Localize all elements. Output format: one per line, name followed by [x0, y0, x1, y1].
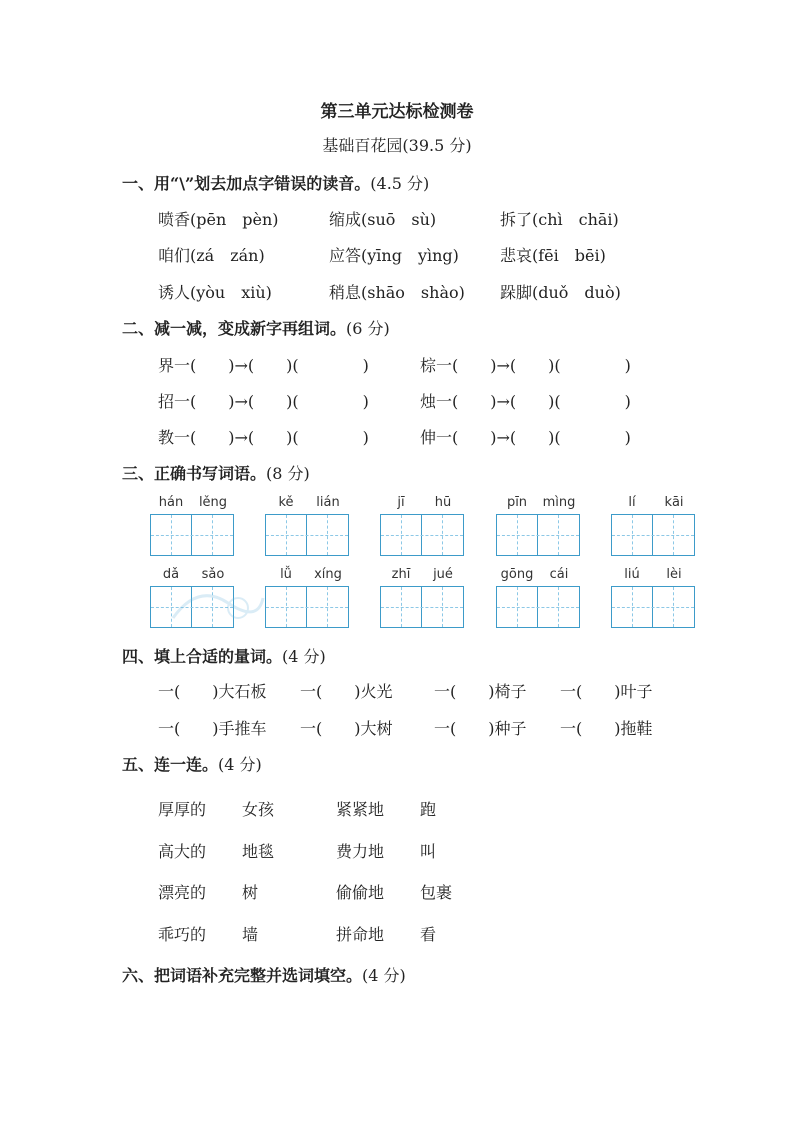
pinyin-label: mìng [542, 495, 576, 510]
writing-box[interactable] [265, 514, 349, 556]
pinyin-label: gōng [500, 567, 534, 582]
pronunciation-item: 悲哀(fēi bēi) [500, 246, 606, 265]
match-right-word: 偷偷地 [336, 883, 385, 902]
pinyin-label: lèi [666, 567, 682, 582]
match-left-target: 地毯 [242, 842, 275, 861]
pinyin-label: liú [624, 567, 640, 582]
pronunciation-item: 咱们(zá zán) [158, 246, 265, 265]
section-1-title: 一、用“\”划去加点字错误的读音。 [122, 174, 371, 193]
guide-line [381, 607, 463, 608]
section-1-heading [122, 171, 429, 194]
match-left-target: 女孩 [242, 800, 275, 819]
writing-box[interactable] [150, 514, 234, 556]
section-5-title: 五、连一连。 [122, 755, 219, 774]
match-right-word: 拼命地 [336, 925, 385, 944]
pronunciation-item: 喷香(pēn pèn) [158, 210, 279, 229]
section-2-heading [122, 316, 390, 339]
page-title: 第三单元达标检测卷 [320, 102, 474, 122]
pinyin-label: xíng [314, 567, 342, 582]
match-right-target: 叫 [420, 842, 437, 861]
page-subtitle: 基础百花园(39.5 分) [322, 136, 472, 155]
section-5-heading [122, 752, 262, 775]
match-right-word: 费力地 [336, 842, 385, 861]
match-right-target: 看 [420, 925, 437, 944]
section-4-title: 四、填上合适的量词。 [122, 647, 283, 666]
match-left-target: 墙 [242, 925, 259, 944]
pinyin-label: kě [278, 495, 294, 510]
guide-line [612, 535, 694, 536]
pinyin-label: hán [158, 495, 184, 510]
match-left-target: 树 [242, 883, 259, 902]
pinyin-label: dǎ [162, 567, 180, 582]
subtract-item: 教一( )→( )( ) [158, 428, 369, 447]
guide-line [612, 607, 694, 608]
pinyin-label: lí [628, 495, 636, 510]
pinyin-label: kāi [664, 495, 684, 510]
match-left-word: 乖巧的 [158, 925, 207, 944]
measure-word-item: 一( )种子 [434, 719, 527, 738]
pinyin-label: lǚ [280, 567, 292, 582]
match-left-word: 厚厚的 [158, 800, 207, 819]
pronunciation-item: 应答(yīng yìng) [329, 246, 459, 265]
section-6-title: 六、把词语补充完整并选词填空。 [122, 966, 363, 985]
pinyin-label: sǎo [201, 567, 225, 582]
section-5-points: (4 分) [218, 755, 262, 774]
guide-line [497, 607, 579, 608]
measure-word-item: 一( )手推车 [158, 719, 267, 738]
subtract-item: 烛一( )→( )( ) [420, 392, 631, 411]
subtract-item: 棕一( )→( )( ) [420, 356, 631, 375]
pinyin-label: cái [549, 567, 569, 582]
writing-box[interactable] [380, 514, 464, 556]
subtract-item: 伸一( )→( )( ) [420, 428, 631, 447]
section-2-title: 二、减一减，变成新字再组词。 [122, 319, 347, 338]
guide-line [381, 535, 463, 536]
writing-box[interactable] [611, 586, 695, 628]
pinyin-label: pīn [506, 495, 528, 510]
writing-box[interactable] [380, 586, 464, 628]
pinyin-label: lián [316, 495, 340, 510]
measure-word-item: 一( )火光 [300, 682, 393, 701]
measure-word-item: 一( )椅子 [434, 682, 527, 701]
subtract-item: 界一( )→( )( ) [158, 356, 369, 375]
writing-box[interactable] [496, 514, 580, 556]
section-2-points: (6 分) [346, 319, 390, 338]
match-right-target: 跑 [420, 800, 437, 819]
watermark-icon [168, 578, 268, 628]
pronunciation-item: 缩成(suō sù) [329, 210, 437, 229]
measure-word-item: 一( )叶子 [560, 682, 653, 701]
subtract-item: 招一( )→( )( ) [158, 392, 369, 411]
guide-line [497, 535, 579, 536]
section-6-heading [122, 963, 406, 986]
match-right-word: 紧紧地 [336, 800, 385, 819]
section-3-heading [122, 461, 310, 484]
match-left-word: 高大的 [158, 842, 207, 861]
guide-line [151, 535, 233, 536]
section-6-points: (4 分) [362, 966, 406, 985]
writing-box[interactable] [611, 514, 695, 556]
measure-word-item: 一( )大石板 [158, 682, 267, 701]
pronunciation-item: 跺脚(duǒ duò) [500, 283, 621, 302]
guide-line [266, 607, 348, 608]
pinyin-label: hū [434, 495, 452, 510]
match-right-target: 包裹 [420, 883, 453, 902]
pinyin-label: jī [397, 495, 405, 510]
writing-box[interactable] [496, 586, 580, 628]
measure-word-item: 一( )大树 [300, 719, 393, 738]
pronunciation-item: 稍息(shāo shào) [329, 283, 465, 302]
pronunciation-item: 拆了(chì chāi) [500, 210, 619, 229]
match-left-word: 漂亮的 [158, 883, 207, 902]
measure-word-item: 一( )拖鞋 [560, 719, 653, 738]
pinyin-label: lěng [198, 495, 228, 510]
section-3-points: (8 分) [266, 464, 310, 483]
section-3-title: 三、正确书写词语。 [122, 464, 267, 483]
pronunciation-item: 诱人(yòu xiù) [158, 283, 272, 302]
pinyin-label: jué [433, 567, 453, 582]
section-4-points: (4 分) [282, 647, 326, 666]
writing-box[interactable] [265, 586, 349, 628]
pinyin-label: zhī [391, 567, 411, 582]
guide-line [266, 535, 348, 536]
section-1-points: (4.5 分) [370, 174, 430, 193]
section-4-heading [122, 644, 326, 667]
